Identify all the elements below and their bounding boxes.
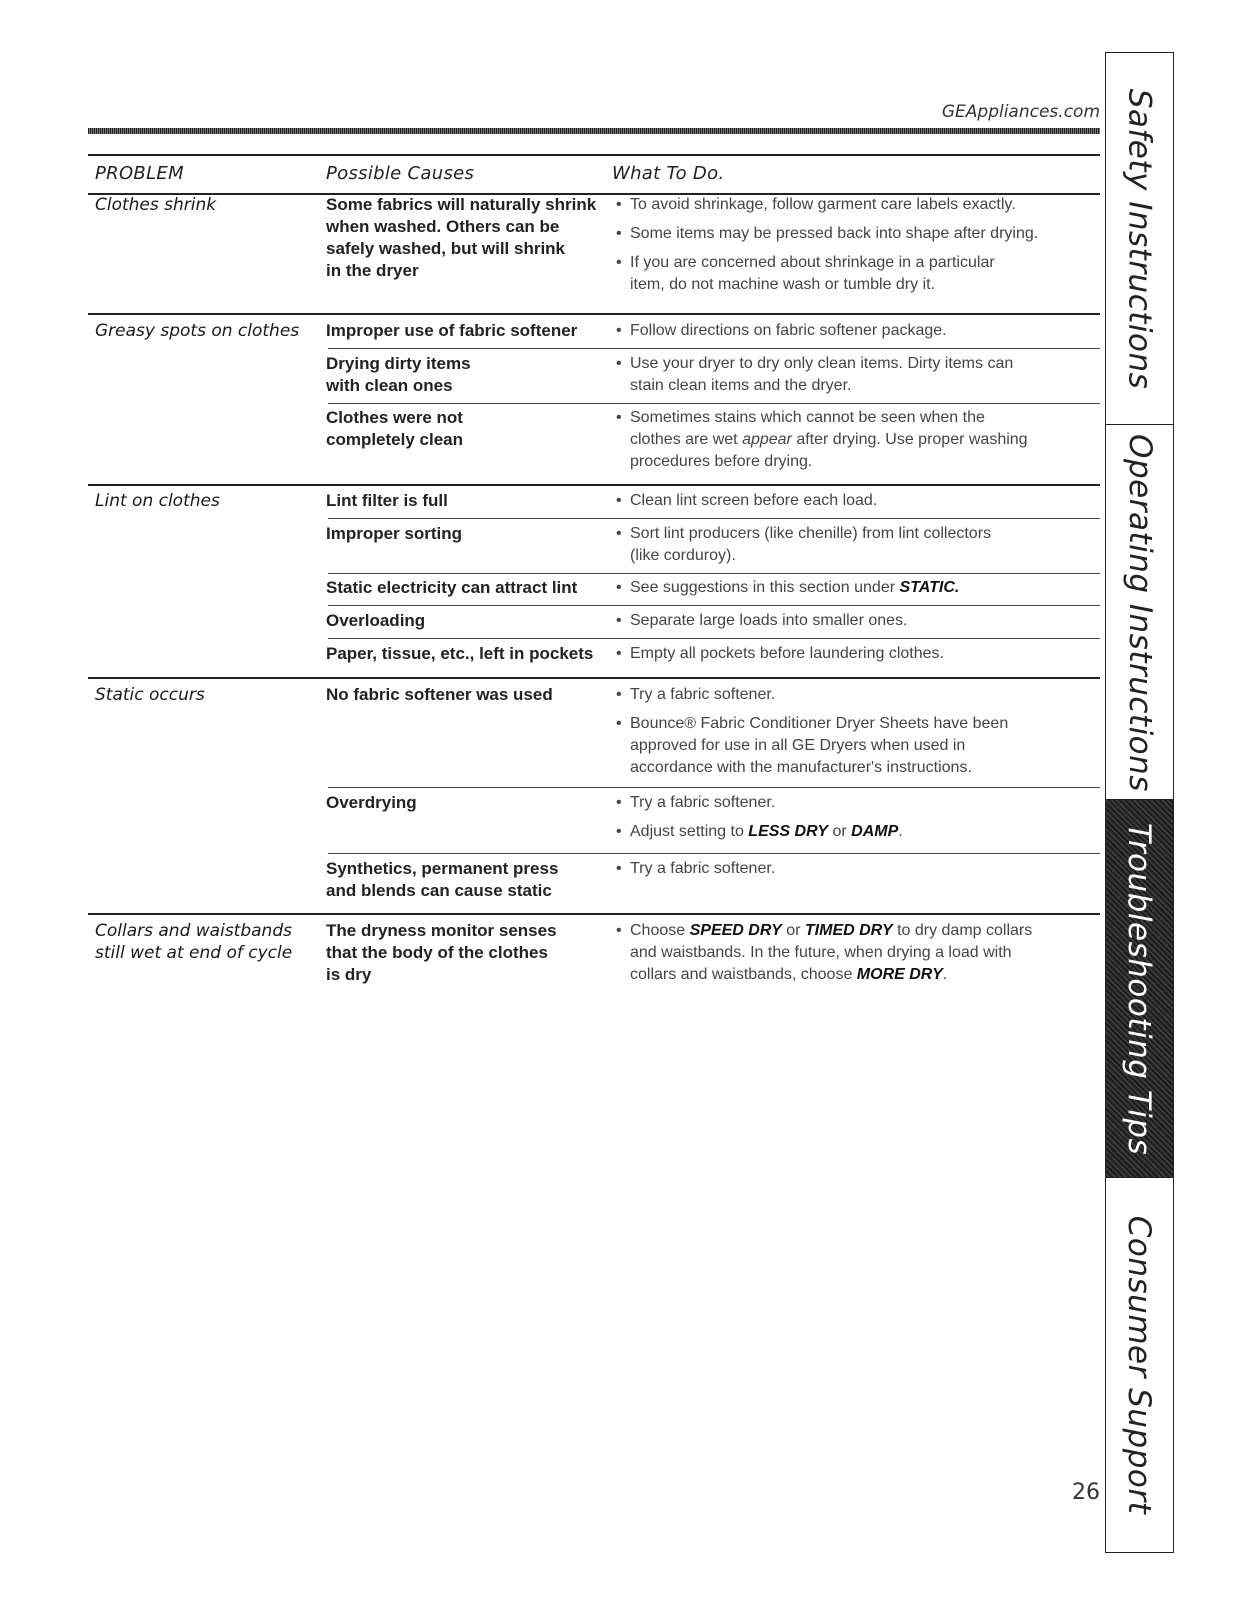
cause-pockets: Paper, tissue, etc., left in pockets (326, 644, 594, 663)
todo-bullet: • To avoid shrinkage, follow garment care labels exactly. (612, 194, 1082, 216)
todo-bullet: • Sort lint producers (like chenille) from lint collectors (like corduroy). (612, 523, 1082, 567)
todo-lint-2 (612, 523, 1082, 574)
todo-bullet (612, 577, 1082, 599)
problem-greasy-spots: Greasy spots on clothes (95, 321, 300, 341)
todo-bullet (612, 407, 1082, 473)
row-rule (88, 313, 1100, 315)
sub-rule (328, 853, 1100, 854)
todo-emphasis: appear (742, 431, 792, 448)
problem-clothes-shrink: Clothes shrink (95, 195, 217, 215)
cause-no-softener: No fabric softener was used (326, 685, 553, 704)
sub-rule (328, 638, 1100, 639)
cause-fabrics-shrink: Some fabrics will naturally shrink when washed. Others can be safely washed, but will shrink in the dryer (326, 195, 597, 280)
todo-bullet: • If you are concerned about shrinkage in a particular item, do not machine wash or tumble dry it. (612, 252, 1082, 296)
todo-bullet: • Try a fabric softener. (612, 792, 1082, 814)
todo-keyword: STATIC. (899, 579, 960, 596)
tab-operating-instructions[interactable] (1105, 424, 1174, 801)
tab-troubleshooting-tips[interactable] (1105, 799, 1174, 1179)
todo-bullet: • Try a fabric softener. (612, 858, 1082, 880)
table-header-rule (88, 154, 1100, 156)
cause-lint-filter: Lint filter is full (326, 491, 448, 510)
todo-bullet: • Empty all pockets before laundering clothes. (612, 643, 1082, 665)
problem-lint: Lint on clothes (95, 491, 220, 511)
todo-greasy-1 (612, 320, 1082, 349)
header-possible-causes: Possible Causes (326, 163, 475, 184)
todo-collars (612, 920, 1082, 993)
tab-consumer-support[interactable] (1105, 1177, 1174, 1553)
todo-keyword: SPEED DRY (689, 922, 782, 939)
todo-keyword: DAMP (851, 823, 899, 840)
todo-lint-4 (612, 610, 1082, 639)
row-rule (88, 484, 1100, 486)
cause-fabric-softener: Improper use of fabric softener (326, 321, 578, 340)
cause-overdrying: Overdrying (326, 793, 417, 812)
row-rule (88, 677, 1100, 679)
cause-improper-sorting: Improper sorting (326, 524, 463, 543)
cause-synthetics: Synthetics, permanent press and blends can cause static (326, 859, 559, 900)
todo-bullet (612, 920, 1082, 986)
todo-text-a: Adjust setting to (630, 823, 749, 840)
sub-rule (328, 573, 1100, 574)
todo-bullet (612, 821, 1082, 843)
tab-label: Consumer Support (1121, 1215, 1158, 1515)
todo-lint-1 (612, 490, 1082, 519)
todo-bullet: • Separate large loads into smaller ones. (612, 610, 1082, 632)
todo-keyword: MORE DRY (856, 966, 943, 983)
todo-text-b: or (781, 922, 805, 939)
todo-clothes-shrink (612, 194, 1082, 303)
todo-keyword: TIMED DRY (804, 922, 893, 939)
tab-label: Operating Instructions (1121, 433, 1158, 792)
todo-text-d: . (942, 966, 948, 983)
row-rule (88, 913, 1100, 915)
todo-bullet: • Follow directions on fabric softener package. (612, 320, 1082, 342)
todo-bullet: • Clean lint screen before each load. (612, 490, 1082, 512)
todo-text-a: Choose (630, 922, 690, 939)
todo-static-2 (612, 792, 1082, 850)
tab-label: Safety Instructions (1121, 88, 1158, 390)
cause-static-electricity: Static electricity can attract lint (326, 578, 578, 597)
todo-greasy-3 (612, 407, 1082, 480)
todo-text-a: Sometimes stains which cannot be seen when the clothes are wet (630, 409, 985, 448)
todo-text-c: to dry damp collars and waistbands. In the future, when drying a load with collars and waistbands, choose (630, 922, 1033, 983)
cause-dryness-monitor: The dryness monitor senses that the body of the clothes is dry (326, 921, 557, 984)
sub-rule (328, 403, 1100, 404)
todo-lint-3 (612, 577, 1082, 606)
todo-static-1 (612, 684, 1082, 786)
tab-label: Troubleshooting Tips (1121, 822, 1158, 1156)
todo-text-b: after drying. Use proper washing procedures before drying. (630, 431, 1028, 470)
cause-overloading: Overloading (326, 611, 426, 630)
todo-greasy-2 (612, 353, 1082, 404)
todo-text-a: See suggestions in this section under (630, 579, 900, 596)
header-problem: PROBLEM (95, 163, 184, 184)
tab-safety-instructions[interactable] (1105, 52, 1174, 426)
cause-not-clean: Clothes were not completely clean (326, 408, 464, 449)
header-band (88, 128, 1100, 134)
sub-rule (328, 605, 1100, 606)
todo-bullet: • Some items may be pressed back into shape after drying. (612, 223, 1082, 245)
sub-rule (328, 787, 1100, 788)
page-number: 26 (1072, 1480, 1100, 1505)
todo-bullet: • Try a fabric softener. (612, 684, 1082, 706)
problem-static: Static occurs (95, 685, 205, 705)
sub-rule (328, 348, 1100, 349)
cause-dirty-items: Drying dirty items with clean ones (326, 354, 471, 395)
problem-collars: Collars and waistbands still wet at end of cycle (95, 921, 293, 963)
todo-lint-5 (612, 643, 1082, 672)
header-what-to-do: What To Do. (612, 163, 725, 184)
todo-keyword: LESS DRY (748, 823, 829, 840)
todo-static-3 (612, 858, 1082, 887)
todo-bullet: • Bounce® Fabric Conditioner Dryer Sheets have been approved for use in all GE Dryers when used in accordance with the manufacturer's instructions. (612, 713, 1082, 779)
todo-text-b: or (828, 823, 852, 840)
todo-text-c: . (898, 823, 903, 840)
sub-rule (328, 518, 1100, 519)
todo-bullet: • Use your dryer to dry only clean items. Dirty items can stain clean items and the dryer. (612, 353, 1082, 397)
site-url: GEAppliances.com (941, 102, 1100, 122)
